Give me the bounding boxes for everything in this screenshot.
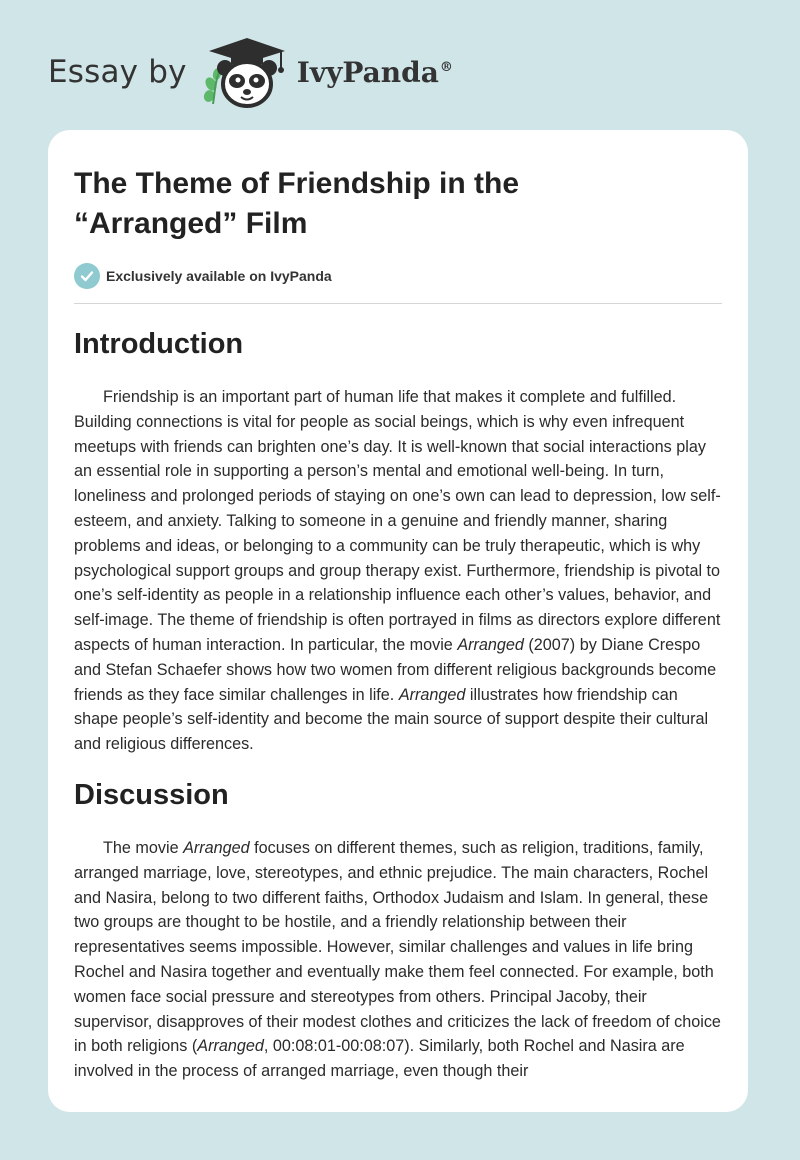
essay-card bbox=[48, 130, 748, 1112]
section-heading-introduction: Introduction bbox=[74, 328, 244, 360]
check-circle-icon bbox=[74, 263, 100, 289]
brand-prefix: Essay by bbox=[48, 54, 187, 90]
exclusive-badge bbox=[74, 263, 332, 289]
page-title: The Theme of Friendship in the “Arranged” Film bbox=[74, 167, 520, 240]
registered-mark: ® bbox=[439, 60, 453, 76]
section-paragraph-introduction: Friendship is an important part of human life that makes it complete and fulfilled. Building connections is vital for people as social beings, which is why even infrequent meetups with friends can brighten one’s day. It is well-known that social interactions play an essential role in supporting a person’s mental and emotional well-being. In turn, loneliness and prolonged periods of staying on one’s own can lead to depression, low self-esteem, and anxiety. Talking to someone in a genuine and friendly manner, sharing problems and ideas, or belonging to a community can be truly therapeutic, which is why psychological support groups and group therapy exist. Furthermore, friendship is pivotal to one’s self-identity as people in a relationship influence each other’s values, behavior, and self-image. The theme of friendship is often portrayed in films as directors explore different aspects of human interaction. In particular, the movie Arranged (2007) by Diane Crespo and Stefan Schaefer shows how two women from different religious backgrounds become friends as they face similar challenges in life. Arranged illustrates how friendship can shape people’s self-identity and become the main source of support despite their cultural and religious differences. bbox=[74, 388, 721, 754]
exclusive-label: Exclusively available on IvyPanda bbox=[106, 268, 332, 284]
panda-logo-icon[interactable] bbox=[201, 34, 293, 110]
divider bbox=[74, 303, 722, 304]
brand-name[interactable]: IvyPanda® bbox=[296, 55, 453, 89]
section-heading-discussion: Discussion bbox=[74, 779, 229, 811]
brand-header bbox=[48, 34, 453, 110]
section-paragraph-discussion: The movie Arranged focuses on different themes, such as religion, traditions, family, arranged marriage, love, stereotypes, and ethnic prejudice. The main characters, Rochel and Nasira, belong to two different faiths, Orthodox Judaism and Islam. In general, these two groups are thought to be hostile, and a friendly relationship between their representatives seems impossible. However, similar challenges and values in life bring Rochel and Nasira together and eventually make them feel connected. For example, both women face social pressure and stereotypes from others. Principal Jacoby, their supervisor, disapproves of their modest clothes and criticizes the lack of freedom of choice in both religions (Arranged, 00:08:01-00:08:07). Similarly, both Rochel and Nasira are involved in the process of arranged marriage, even though their bbox=[74, 839, 721, 1081]
